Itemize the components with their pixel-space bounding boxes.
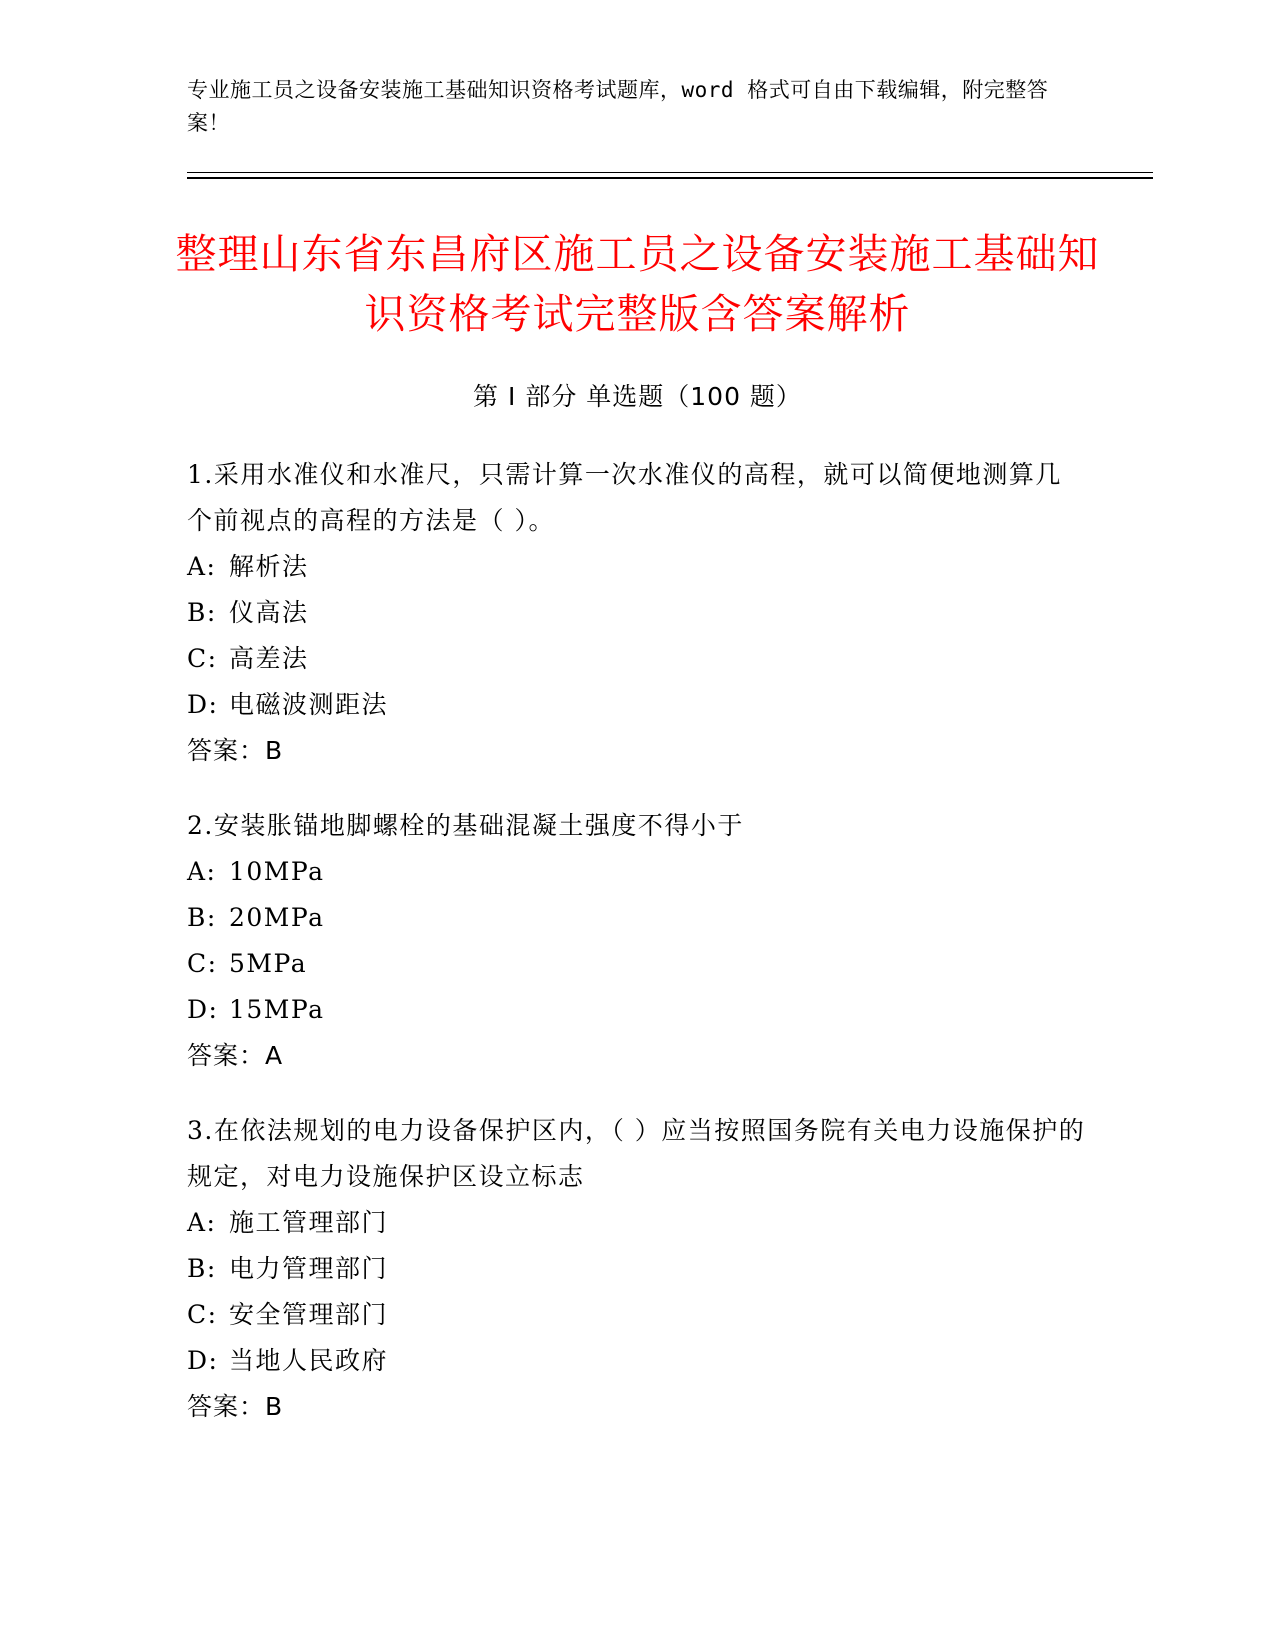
option-key: B: bbox=[187, 598, 217, 627]
option-key: D: bbox=[187, 1346, 219, 1375]
question-1 bbox=[187, 452, 1087, 774]
question-stem: 1.采用水准仪和水准尺，只需计算一次水准仪的高程，就可以简便地测算几个前视点的高程的方法是（ ）。 bbox=[187, 460, 1062, 535]
option-key: A: bbox=[187, 857, 217, 886]
option-key: B: bbox=[187, 1254, 217, 1283]
header-divider-thick bbox=[187, 177, 1153, 179]
option-a bbox=[187, 1200, 1087, 1246]
option-text: 电力管理部门 bbox=[229, 1254, 389, 1283]
option-key: C: bbox=[187, 1300, 218, 1329]
section-title: 第 I 部分 单选题（100 题） bbox=[473, 382, 802, 411]
option-b bbox=[187, 895, 1087, 941]
option-key: A: bbox=[187, 1208, 217, 1237]
option-text: 解析法 bbox=[229, 552, 309, 581]
option-key: A: bbox=[187, 552, 217, 581]
header-note: 专业施工员之设备安装施工基础知识资格考试题库，word 格式可自由下载编辑，附完整答案！ bbox=[187, 78, 1049, 135]
option-text: 5MPa bbox=[229, 949, 308, 978]
option-key: D: bbox=[187, 995, 219, 1024]
answer-line: 答案：B bbox=[187, 1392, 284, 1421]
answer-line: 答案：B bbox=[187, 736, 284, 765]
option-c bbox=[187, 636, 1087, 682]
option-key: C: bbox=[187, 644, 218, 673]
header-divider-thin bbox=[187, 172, 1153, 173]
option-d bbox=[187, 987, 1087, 1033]
option-a bbox=[187, 544, 1087, 590]
option-b bbox=[187, 590, 1087, 636]
option-text: 当地人民政府 bbox=[229, 1346, 389, 1375]
option-text: 10MPa bbox=[229, 857, 325, 886]
option-d bbox=[187, 1338, 1087, 1384]
option-text: 电磁波测距法 bbox=[229, 690, 389, 719]
option-text: 仪高法 bbox=[229, 598, 309, 627]
option-key: C: bbox=[187, 949, 218, 978]
option-d bbox=[187, 682, 1087, 728]
question-stem: 3.在依法规划的电力设备保护区内，（ ）应当按照国务院有关电力设施保护的规定，对电力设施保护区设立标志 bbox=[187, 1116, 1086, 1191]
option-text: 高差法 bbox=[229, 644, 309, 673]
option-text: 安全管理部门 bbox=[229, 1300, 389, 1329]
option-text: 20MPa bbox=[229, 903, 325, 932]
option-text: 15MPa bbox=[229, 995, 325, 1024]
document-title: 整理山东省东昌府区施工员之设备安装施工基础知识资格考试完整版含答案解析 bbox=[175, 230, 1100, 338]
option-key: B: bbox=[187, 903, 217, 932]
option-text: 施工管理部门 bbox=[229, 1208, 389, 1237]
option-c bbox=[187, 941, 1087, 987]
option-b bbox=[187, 1246, 1087, 1292]
question-3 bbox=[187, 1108, 1087, 1430]
option-a bbox=[187, 849, 1087, 895]
question-stem: 2.安装胀锚地脚螺栓的基础混凝土强度不得小于 bbox=[187, 811, 744, 840]
answer-line: 答案：A bbox=[187, 1041, 284, 1070]
option-key: D: bbox=[187, 690, 219, 719]
option-c bbox=[187, 1292, 1087, 1338]
question-2 bbox=[187, 803, 1087, 1079]
